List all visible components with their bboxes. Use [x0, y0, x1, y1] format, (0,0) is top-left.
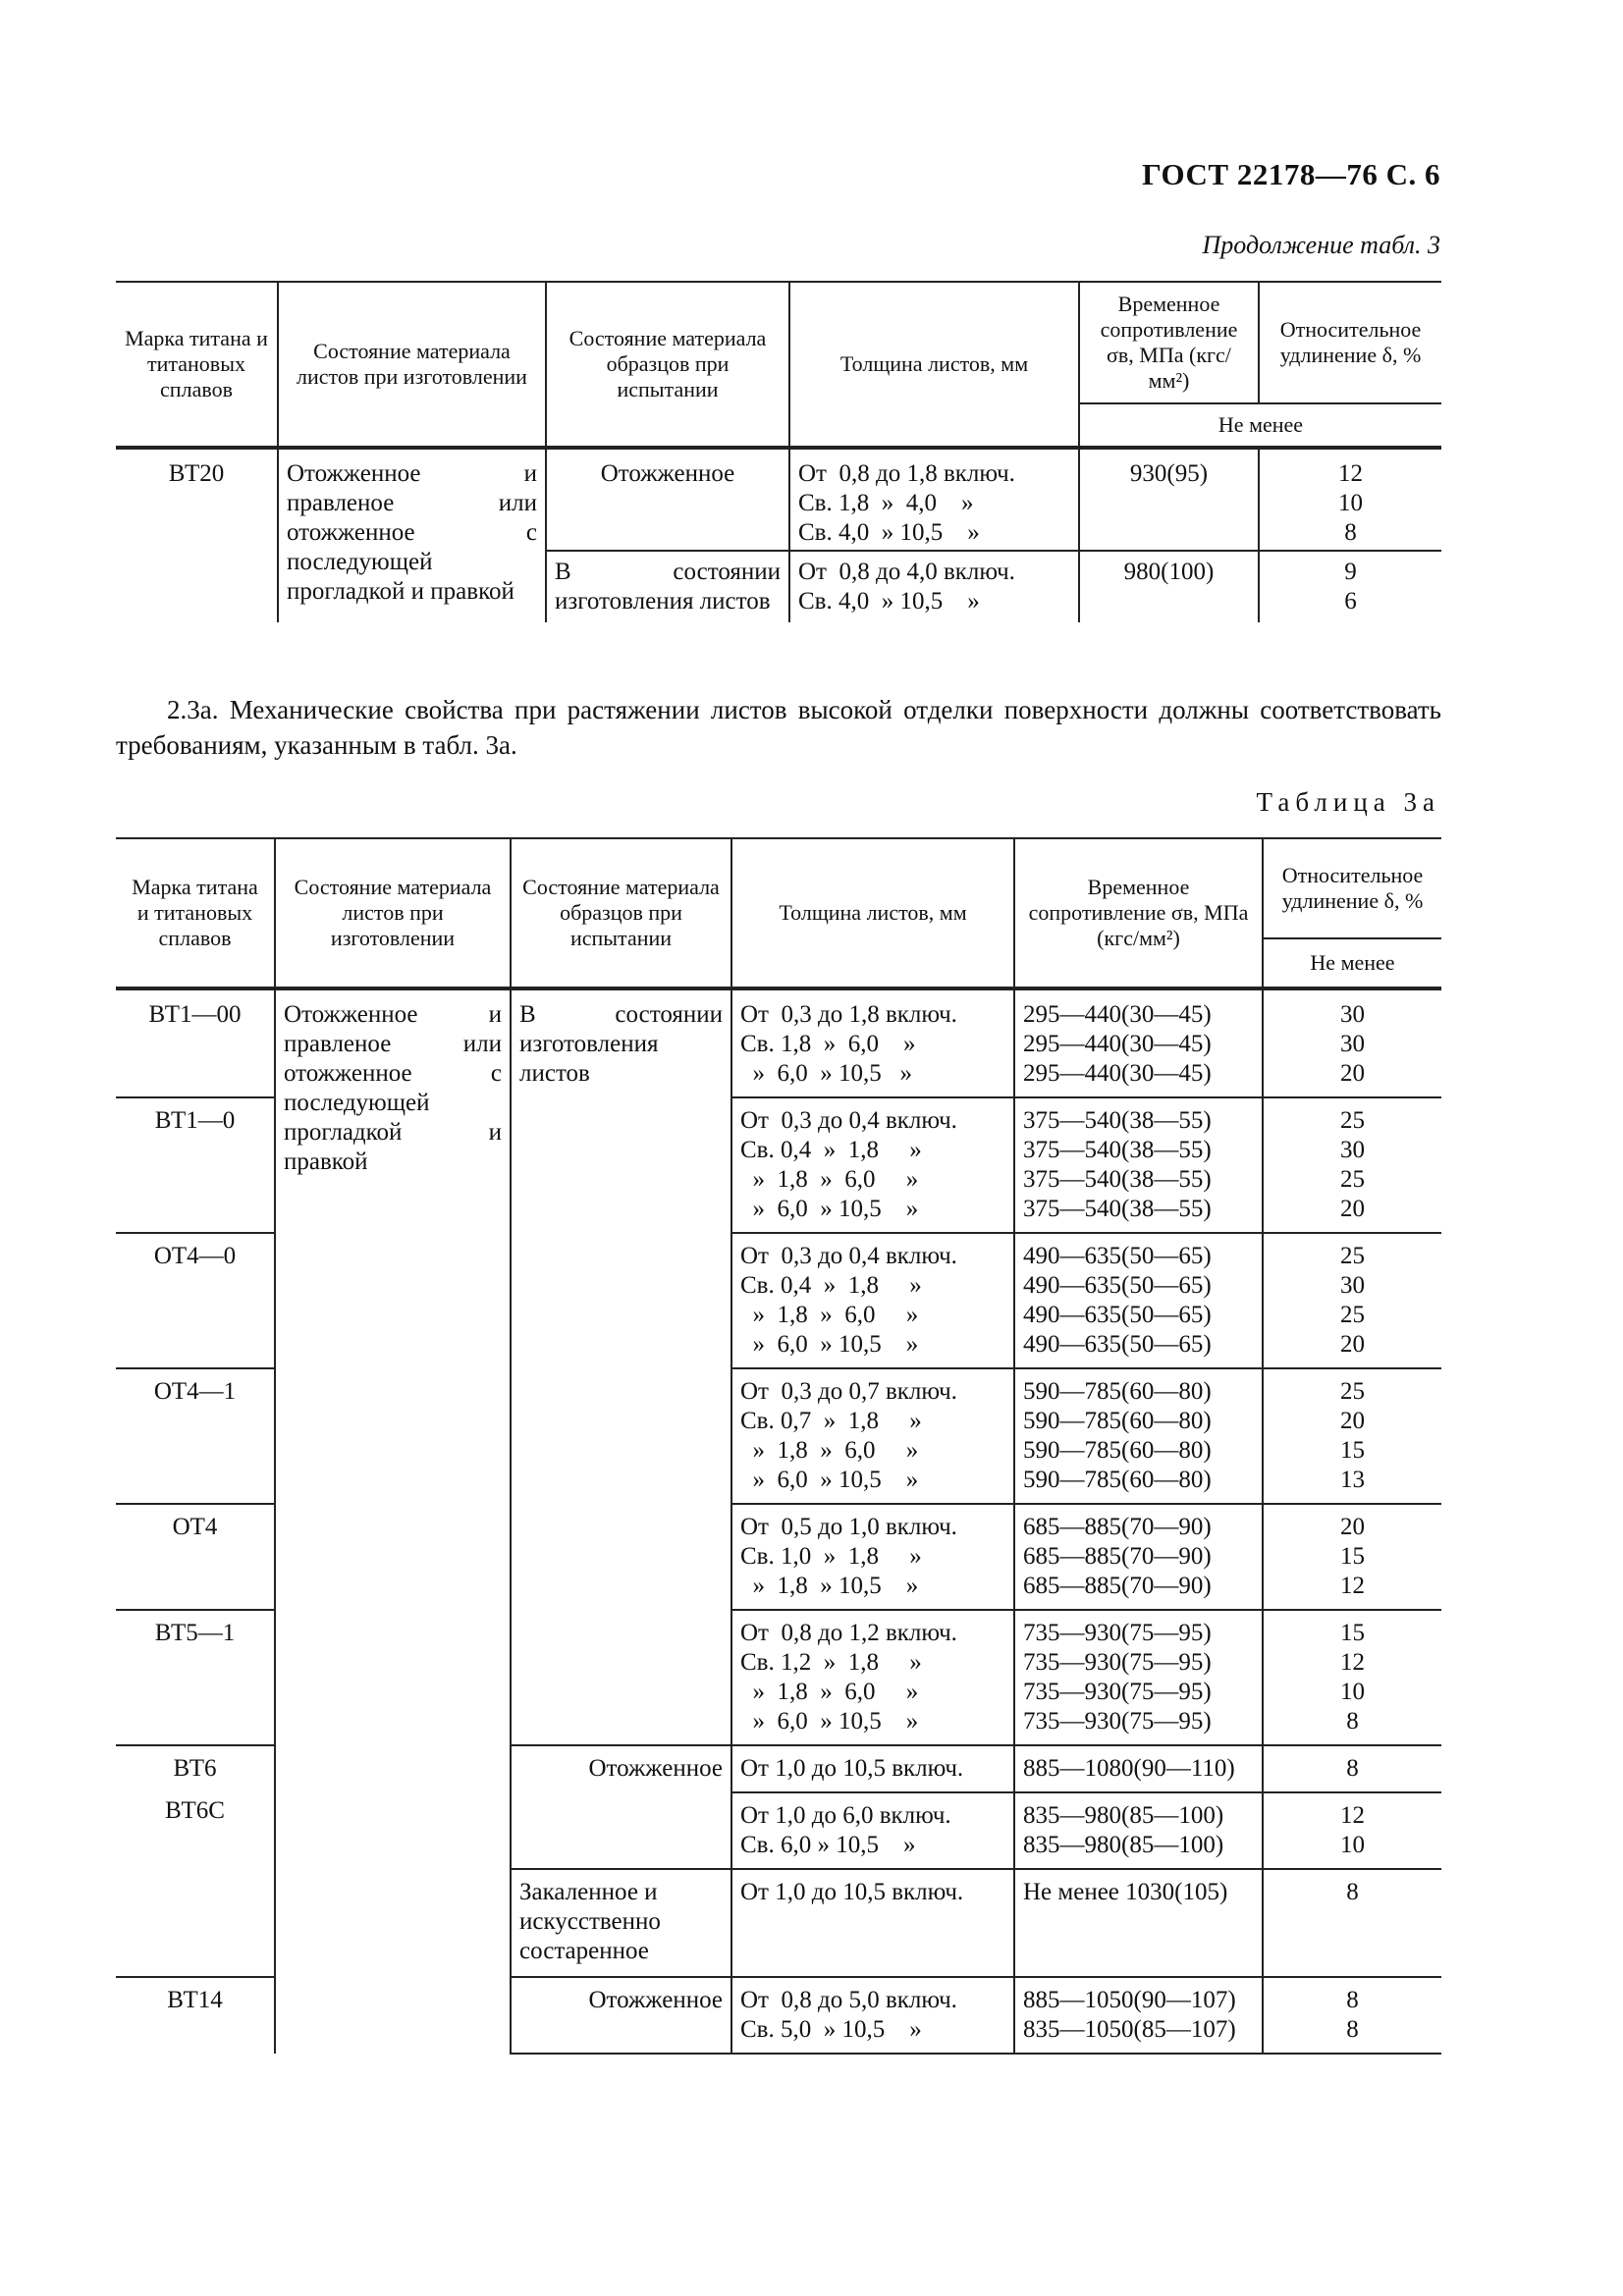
thickness-cell: От 0,8 до 5,0 включ. Св. 5,0 » 10,5 » — [731, 1977, 1014, 2054]
grade-cell: ВТ6 — [116, 1745, 275, 1792]
elongation-cell: 8 — [1263, 1745, 1441, 1792]
sample-state-cell: В состоянии изготовления листов — [546, 551, 789, 622]
sample-state-cell: Отожженное — [511, 1745, 731, 1792]
elongation-cell: 8 8 — [1263, 1977, 1441, 2054]
paragraph-2-3a: 2.3а. Механические свойства при растяжении листов высокой отделки поверхности должны соответствовать требованиям, указанным в табл. 3а. — [116, 695, 1441, 760]
grade-cell: ВТ5—1 — [116, 1610, 275, 1745]
thickness-cell: От 1,0 до 6,0 включ. Св. 6,0 » 10,5 » — [731, 1792, 1014, 1869]
sheet-state-cell: Отожженное и правленое или отожженное с последующей прогладкой и правкой — [278, 448, 546, 622]
header-elongation: Относительное удлинение δ, % — [1263, 838, 1441, 938]
thickness-cell: От 1,0 до 10,5 включ. — [731, 1745, 1014, 1792]
elongation-cell: 12 10 — [1263, 1792, 1441, 1869]
strength-cell: 835—980(85—100) 835—980(85—100) — [1014, 1792, 1263, 1869]
strength-cell: 980(100) — [1079, 551, 1259, 622]
header-min-note: Не менее — [1079, 403, 1441, 448]
sample-state-cell: Отожженное — [511, 1977, 731, 2054]
thickness-cell: От 0,3 до 0,7 включ. Св. 0,7 » 1,8 » » 1,8 » 6,0 » » 6,0 » 10,5 » — [731, 1368, 1014, 1504]
header-sheet-state: Состояние материала листов при изготовлении — [275, 838, 511, 988]
strength-cell: 735—930(75—95) 735—930(75—95) 735—930(75—95) 735—930(75—95) — [1014, 1610, 1263, 1745]
sheet-state-cell: Отожженное и правленое или отожженное с последующей прогладкой и правкой — [275, 988, 511, 1745]
header-min-note: Не менее — [1263, 938, 1441, 988]
header-sheet-state: Состояние материала листов при изготовлении — [278, 282, 546, 448]
elongation-cell: 8 — [1263, 1869, 1441, 1977]
header-sample-state: Состояние материала образцов при испытании — [511, 838, 731, 988]
thickness-cell: От 0,8 до 1,2 включ. Св. 1,2 » 1,8 » » 1,8 » 6,0 » » 6,0 » 10,5 » — [731, 1610, 1014, 1745]
grade-cell: ВТ14 — [116, 1977, 275, 2054]
thickness-cell: От 0,3 до 1,8 включ. Св. 1,8 » 6,0 » » 6,0 » 10,5 » — [731, 988, 1014, 1097]
strength-cell: 685—885(70—90) 685—885(70—90) 685—885(70—90) — [1014, 1504, 1263, 1610]
grade-cell: ВТ6С — [116, 1792, 275, 1977]
table-continuation-label: Продолжение табл. 3 — [1202, 231, 1440, 259]
grade-cell: ОТ4 — [116, 1504, 275, 1610]
strength-cell: 885—1050(90—107) 835—1050(85—107) — [1014, 1977, 1263, 2054]
strength-cell: 490—635(50—65) 490—635(50—65) 490—635(50—65) 490—635(50—65) — [1014, 1233, 1263, 1368]
header-strength: Временное сопротивление σв, МПа (кгс/мм²) — [1014, 838, 1263, 988]
sample-state-empty — [511, 1792, 731, 1869]
strength-cell: 590—785(60—80) 590—785(60—80) 590—785(60—80) 590—785(60—80) — [1014, 1368, 1263, 1504]
header-grade: Марка титана и титановых сплавов — [116, 838, 275, 988]
table-3 — [116, 281, 1441, 622]
grade-cell: ВТ1—00 — [116, 988, 275, 1097]
strength-cell: 930(95) — [1079, 448, 1259, 551]
elongation-cell: 25 20 15 13 — [1263, 1368, 1441, 1504]
elongation-cell: 30 30 20 — [1263, 988, 1441, 1097]
thickness-cell: От 1,0 до 10,5 включ. — [731, 1869, 1014, 1977]
strength-cell: Не менее 1030(105) — [1014, 1869, 1263, 1977]
elongation-cell: 25 30 25 20 — [1263, 1233, 1441, 1368]
elongation-cell: 15 12 10 8 — [1263, 1610, 1441, 1745]
header-strength: Временное сопротивление σв, МПа (кгс/мм²) — [1079, 282, 1259, 403]
strength-cell: 885—1080(90—110) — [1014, 1745, 1263, 1792]
thickness-cell: От 0,8 до 4,0 включ. Св. 4,0 » 10,5 » — [789, 551, 1079, 622]
sample-state-cell: Закаленное и искусственно состаренное — [511, 1869, 731, 1977]
thickness-cell: От 0,5 до 1,0 включ. Св. 1,0 » 1,8 » » 1,8 » 10,5 » — [731, 1504, 1014, 1610]
header-grade: Марка титана и титановых сплавов — [116, 282, 278, 448]
sample-state-cell: Отожженное — [546, 448, 789, 551]
strength-cell: 295—440(30—45) 295—440(30—45) 295—440(30—45) — [1014, 988, 1263, 1097]
strength-cell: 375—540(38—55) 375—540(38—55) 375—540(38—55) 375—540(38—55) — [1014, 1097, 1263, 1233]
sheet-state-continued — [275, 1745, 511, 2054]
grade-cell: ВТ1—0 — [116, 1097, 275, 1233]
grade-cell: ВТ20 — [116, 448, 278, 622]
thickness-cell: От 0,8 до 1,8 включ. Св. 1,8 » 4,0 » Св. 4,0 » 10,5 » — [789, 448, 1079, 551]
elongation-cell: 20 15 12 — [1263, 1504, 1441, 1610]
thickness-cell: От 0,3 до 0,4 включ. Св. 0,4 » 1,8 » » 1,8 » 6,0 » » 6,0 » 10,5 » — [731, 1097, 1014, 1233]
elongation-cell: 25 30 25 20 — [1263, 1097, 1441, 1233]
thickness-cell: От 0,3 до 0,4 включ. Св. 0,4 » 1,8 » » 1,8 » 6,0 » » 6,0 » 10,5 » — [731, 1233, 1014, 1368]
document-code: ГОСТ 22178—76 С. 6 — [1142, 157, 1440, 191]
header-thickness: Толщина листов, мм — [731, 838, 1014, 988]
header-elongation: Относительное удлинение δ, % — [1259, 282, 1441, 403]
grade-cell: ОТ4—1 — [116, 1368, 275, 1504]
elongation-cell: 12 10 8 — [1259, 448, 1441, 551]
grade-cell: ОТ4—0 — [116, 1233, 275, 1368]
header-thickness: Толщина листов, мм — [789, 282, 1079, 448]
header-sample-state: Состояние материала образцов при испытании — [546, 282, 789, 448]
table-3a-title: Таблица 3а — [1256, 787, 1440, 817]
elongation-cell: 9 6 — [1259, 551, 1441, 622]
table-3a — [116, 837, 1441, 2055]
sample-state-cell: В состоянии изготовления листов — [511, 988, 731, 1745]
